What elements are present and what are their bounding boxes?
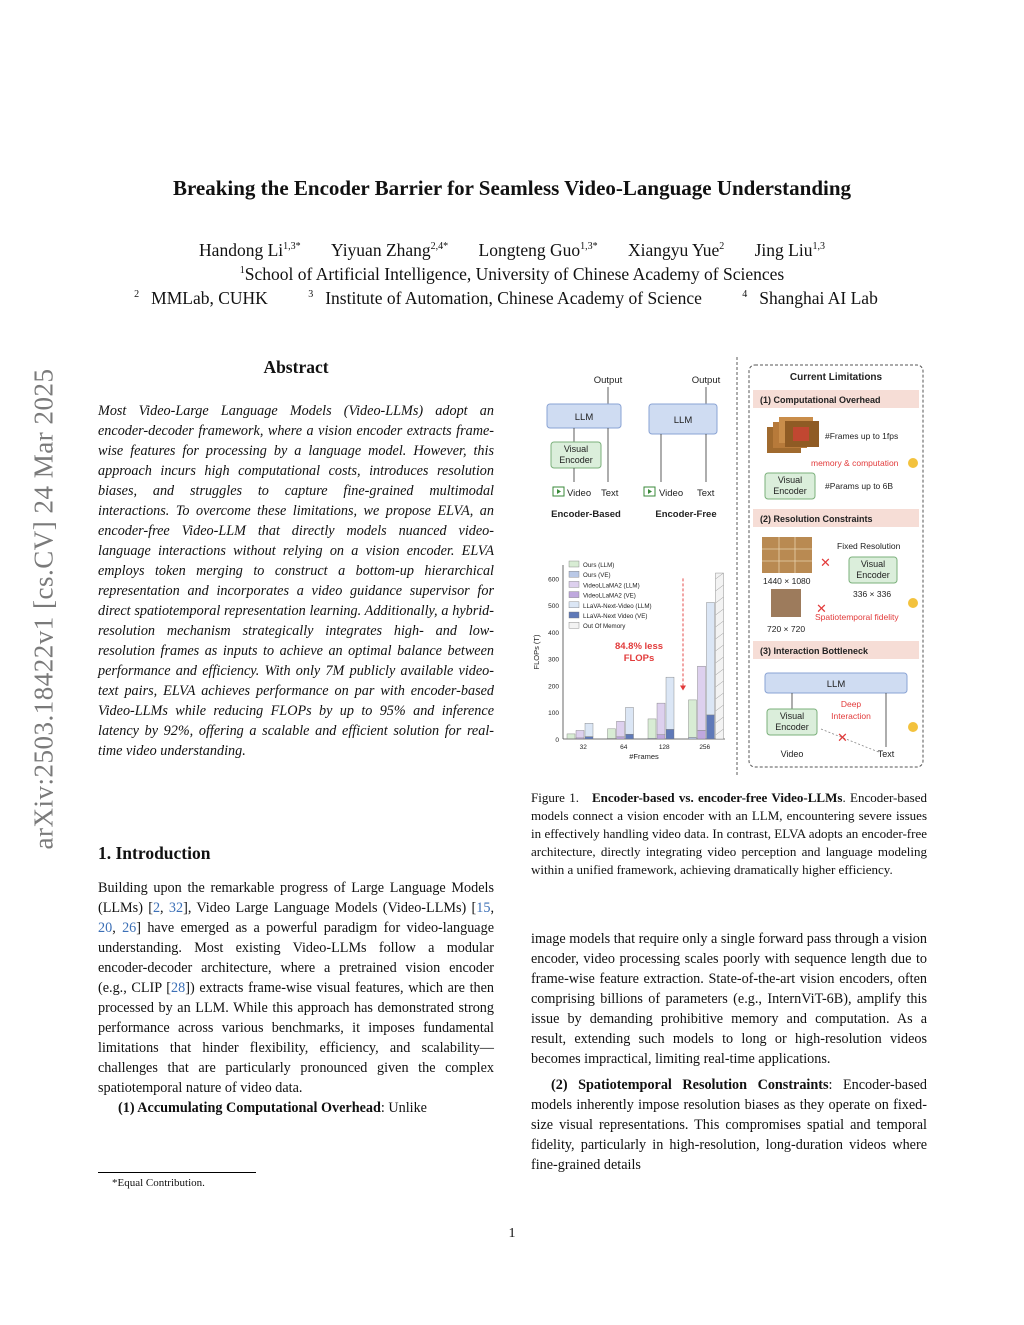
legend-swatch	[569, 622, 579, 628]
footnote: *Equal Contribution.	[112, 1177, 205, 1189]
res-1440-label: 1440 × 1080	[763, 576, 811, 586]
bar	[617, 721, 625, 737]
arxiv-identifier: arXiv:2503.18422v1 [cs.CV] 24 Mar 2025	[28, 368, 59, 850]
worried-emoji-icon	[908, 458, 918, 468]
annotation-text: 84.8% less	[614, 641, 664, 652]
affiliation-line-2	[0, 288, 1024, 309]
visual-label: Visual	[860, 559, 886, 569]
legend-entry: LLaVA-Next-Video (LLM)	[583, 602, 652, 610]
paragraph: Building upon the remarkable progress of Large Language Models (LLMs) [2, 32], Video Large Language Models (Video-LLMs) [15, 20, 26] have emerged as a powerful paradigm for video-language understanding. Most existing Video-LLMs follow a modular encoder-decoder architecture, where a pretrained vision encoder (e.g., CLIP [28]) extracts frame-wise visual features, which are then processed by an LLM. While this approach has demonstrated strong performance across various benchmarks, it imposes fundamental limitations that hinder flexibility, efficiency, and scalability—challenges that are particularly pronounced given the complex spatiotemporal nature of video data.	[98, 880, 494, 1096]
bar	[576, 730, 584, 737]
video-label: Video	[567, 488, 592, 499]
bar	[657, 735, 665, 739]
x-tick-label: 256	[699, 744, 711, 751]
bar	[585, 723, 593, 736]
frames-note: #Frames up to 1fps	[825, 431, 899, 441]
y-tick-label: 300	[548, 656, 559, 664]
legend-swatch	[569, 571, 579, 577]
cross-icon: ✕	[837, 730, 848, 745]
sad-emoji-icon	[908, 598, 918, 608]
encoder-label: Encoder	[775, 722, 809, 732]
citation-link[interactable]: 28	[171, 980, 186, 996]
encoder-label: Encoder	[856, 570, 890, 580]
bar	[707, 715, 715, 739]
y-tick-label: 0	[555, 737, 559, 744]
bar	[617, 737, 625, 739]
section-heading-introduction: 1. Introduction	[98, 843, 211, 863]
citation-link[interactable]: 26	[122, 920, 137, 936]
encoder-based-label: Encoder-Based	[551, 509, 621, 520]
llm-label: LLM	[673, 415, 693, 426]
res-336-label: 336 × 336	[853, 589, 892, 599]
citation-link[interactable]: 15	[476, 900, 491, 916]
x-tick-label: 32	[579, 744, 587, 751]
legend-entry: Ours (LLM)	[583, 562, 615, 569]
deep-label: Deep	[840, 699, 862, 709]
bar	[707, 602, 715, 714]
bar	[567, 734, 575, 739]
figure-caption: Figure 1. Encoder-based vs. encoder-free Video-LLMs. Encoder-based models connect a vision encoder with an LLM, encountering severe issues in effectively handling video data. In contrast, ELVA adopts an encoder-free architecture, directly integrating video perception and language modeling within a unified framework, achieving dramatically higher efficiency.	[531, 790, 927, 877]
visual-label: Visual	[563, 444, 589, 454]
text-label: Text	[697, 488, 715, 499]
citation-link[interactable]: 32	[168, 900, 184, 916]
paragraph: (1) Accumulating Computational Overhead: Unlike	[118, 1100, 427, 1116]
video-label: Video	[659, 488, 684, 499]
text-label: Text	[601, 488, 619, 499]
limitation-2-label: (2) Resolution Constraints	[760, 514, 873, 524]
figure-1	[531, 357, 931, 775]
affiliation: $^4$ Shanghai AI Lab	[742, 288, 878, 308]
fixed-resolution-note: Fixed Resolution	[837, 541, 901, 551]
y-tick-label: 500	[548, 603, 559, 611]
y-tick-label: 100	[548, 710, 559, 718]
memory-note: memory & computation	[811, 458, 899, 468]
footnote-rule	[98, 1172, 256, 1173]
citation-link[interactable]: 2	[152, 900, 161, 916]
bar	[689, 700, 697, 737]
cross-icon: ✕	[820, 555, 831, 570]
author: Jing Liu$^{1,3}$	[754, 240, 825, 260]
params-note: #Params up to 6B	[825, 481, 894, 491]
encoder-label: Encoder	[773, 486, 807, 496]
author: Longteng Guo$^{1,3*}$	[478, 240, 598, 260]
annotation-arrowhead	[680, 685, 686, 690]
annotation-text: FLOPs	[623, 653, 655, 664]
x-axis-label: #Frames	[629, 752, 659, 761]
abstract-heading: Abstract	[263, 357, 329, 377]
legend-swatch	[569, 602, 579, 608]
author: Yiyuan Zhang$^{2,4*}$	[331, 240, 449, 260]
legend-entry: LLaVA-Next Video (VE)	[583, 613, 648, 620]
encoder-free-label: Encoder-Free	[655, 509, 717, 520]
abstract-body: Most Video-Large Language Models (Video-LLMs) adopt an encoder-decoder framework, where a vision encoder extracts frame-wise features for processing by a language model. However, this approach incurs high computational costs, introduces resolution biases, and struggles to capture fine-grained multimodal interactions. To overcome these limitations, we propose ELVA, an encoder-free Video-LLM that directly models nuanced video-language interactions without relying on a vision encoder. ELVA employs token merging to construct a bottom-up hierarchical representation and incorporates a video guidance supervisor for direct spatiotemporal representation learning. Additionally, a hybrid-resolution mechanism strategically integrates high- and low-resolution frames as inputs to achieve an optimal balance between performance and efficiency. With only 7M publicly available video-text pairs, ELVA achieves performance on par with encoder-based Video-LLMs while reducing FLOPs by up to 95% and inference latency by 92%, offering a scalable and efficient solution for real-time video understanding.	[98, 403, 494, 759]
y-axis-label: FLOPs (T)	[532, 634, 541, 670]
legend-swatch	[569, 612, 579, 618]
page-number: 1	[508, 1226, 516, 1241]
limitation-1-label: (1) Computational Overhead	[760, 395, 881, 405]
affiliation: $^3$ Institute of Automation, Chinese Academy of Science	[308, 288, 702, 308]
y-tick-label: 400	[548, 629, 559, 637]
legend-entry: VideoLLaMA2 (LLM)	[583, 582, 640, 590]
limitations-title: Current Limitations	[789, 372, 883, 383]
bar	[666, 677, 674, 729]
bar	[689, 737, 697, 739]
bar	[657, 703, 665, 735]
output-label: Output	[593, 375, 623, 386]
paragraph: image models that require only a single forward pass through a vision encoder, video processing scales poorly with sequence length due to frame-wise feature extraction. State-of-the-art vision encoders, often comprising billions of parameters (e.g., InternViT-6B), amplify this issue by demanding prohibitive memory and computation. As a result, extending such models to long or high-resolution videos becomes impractical, limiting real-time applications.	[531, 931, 927, 1067]
res-720-label: 720 × 720	[767, 624, 806, 634]
paper-title: Breaking the Encoder Barrier for Seamless Video-Language Understanding	[172, 176, 852, 200]
bar	[585, 737, 593, 739]
paragraph: (2) Spatiotemporal Resolution Constraints: Encoder-based models inherently impose resolution biases as they operate on fixed-size visual representations. This compromises spatial and temporal fidelity, particularly in high-resolution, long-duration videos where fine-grained details	[531, 1077, 927, 1173]
interaction-label: Interaction	[831, 711, 871, 721]
legend-swatch	[569, 592, 579, 598]
fidelity-note: Spatiotemporal fidelity	[815, 612, 899, 622]
affiliation: $^2$ MMLab, CUHK	[134, 288, 268, 308]
legend-entry: Out Of Memory	[583, 623, 626, 631]
llm-label: LLM	[826, 679, 846, 690]
bar	[626, 734, 634, 739]
bar	[648, 719, 656, 738]
citation-link[interactable]: 20	[98, 920, 113, 936]
bar	[698, 730, 706, 739]
author: Handong $Li^{1,3*}$	[199, 240, 301, 260]
visual-label: Visual	[779, 711, 805, 721]
bar	[626, 707, 634, 734]
legend-entry: VideoLLaMA2 (VE)	[583, 592, 636, 600]
bar	[608, 729, 616, 739]
affiliation-line-1: $^1$School of Artificial Intelligence, University of Chinese Academy of Sciences	[239, 264, 785, 284]
cross-icon: ✕	[816, 601, 827, 616]
right-column-body	[531, 929, 927, 1175]
x-tick-label: 128	[658, 744, 670, 751]
text-label: Text	[877, 749, 895, 759]
y-tick-label: 600	[548, 576, 559, 584]
legend-swatch	[569, 561, 579, 567]
sweat-emoji-icon	[908, 722, 918, 732]
visual-label: Visual	[777, 475, 803, 485]
y-tick-label: 200	[548, 683, 559, 691]
x-tick-label: 64	[620, 744, 628, 751]
high-res-frames-icon	[762, 537, 812, 573]
video-label: Video	[780, 749, 804, 759]
encoder-label: Encoder	[559, 455, 593, 465]
legend-swatch	[569, 581, 579, 587]
low-res-frame-icon	[771, 589, 801, 617]
limitation-3-label: (3) Interaction Bottleneck	[760, 646, 869, 656]
author-list	[0, 240, 1024, 261]
video-frames-stack	[767, 417, 819, 453]
flops-bar-chart	[532, 561, 725, 761]
llm-label: LLM	[574, 412, 594, 423]
introduction-body	[98, 878, 494, 1118]
author: Xiangyu Yue$^2$	[628, 240, 725, 260]
bar	[698, 666, 706, 730]
bar	[666, 729, 674, 739]
output-label: Output	[691, 375, 721, 386]
legend-entry: Ours (VE)	[583, 572, 611, 580]
